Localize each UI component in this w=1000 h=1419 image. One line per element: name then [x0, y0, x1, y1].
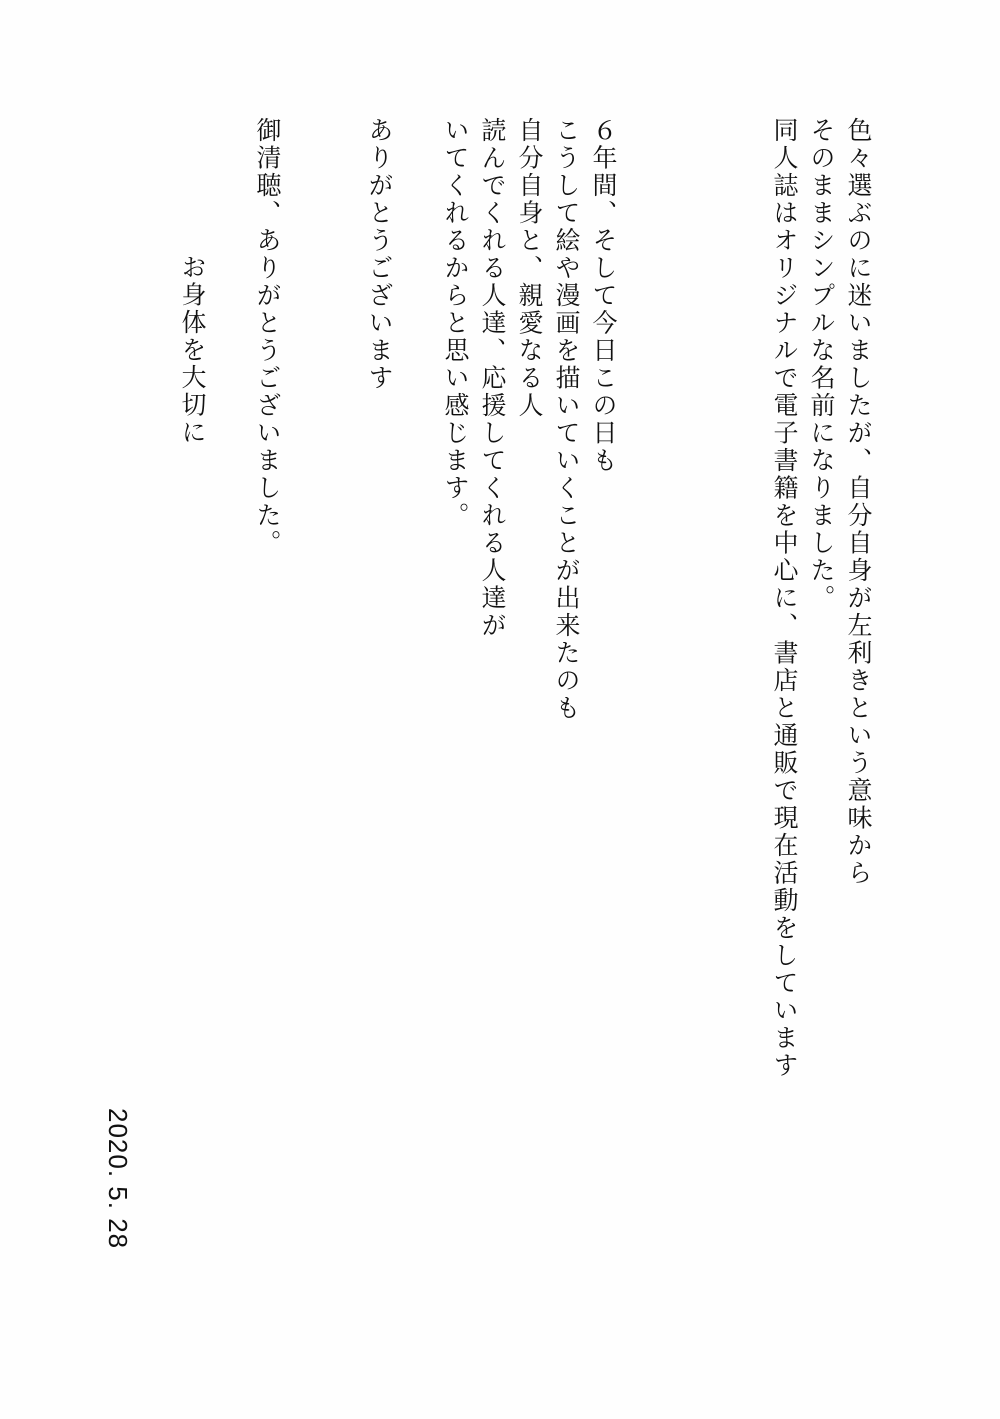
paragraph-2-line-2: こうして絵や漫画を描いていくことが出来たのも [552, 117, 581, 722]
paragraph-3-line-1: ありがとうございます [365, 117, 394, 392]
paragraph-2-line-3: 自分自身と、親愛なる人 [515, 117, 544, 420]
paragraph-2-line-5: いてくれるからと思い感じます。 [441, 117, 470, 530]
paragraph-1-line-2: そのままシンプルな名前になりました。 [807, 117, 836, 612]
date-label: 2020. 5. 28 [103, 1108, 133, 1250]
paragraph-1-line-1: 色々選ぶのに迷いましたが、自分自身が左利きという意味から [844, 117, 873, 887]
paragraph-5-line-1: お身体を大切に [178, 254, 207, 447]
paragraph-2-line-1: ６年間、そして今日この日も [589, 117, 618, 475]
paragraph-2-line-4: 読んでくれる人達、応援してくれる人達が [478, 117, 507, 640]
paragraph-4-line-1: 御清聴、ありがとうございました。 [253, 117, 282, 557]
paragraph-1-line-3: 同人誌はオリジナルで電子書籍を中心に、書店と通販で現在活動をしています [770, 117, 799, 1080]
